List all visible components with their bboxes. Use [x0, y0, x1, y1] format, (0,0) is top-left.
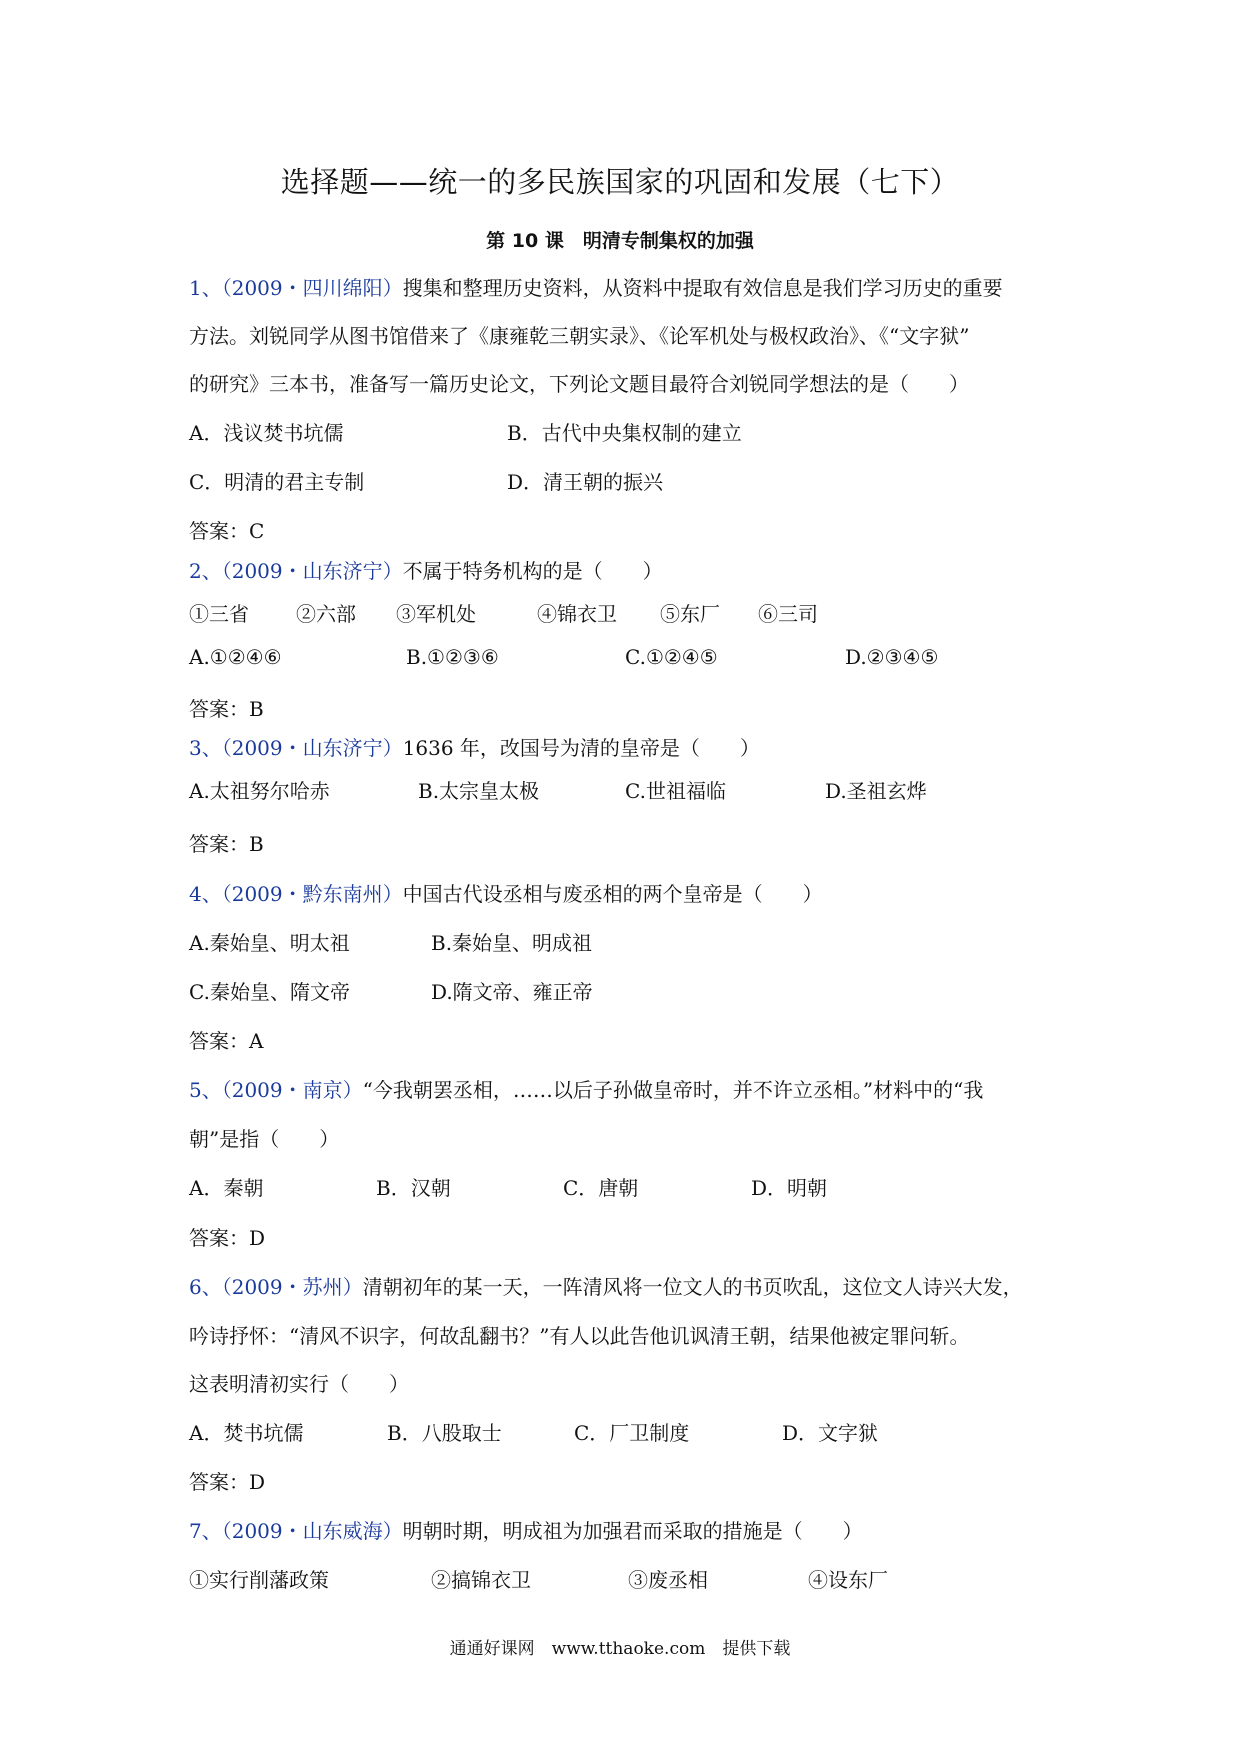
- page-title: 选择题——统一的多民族国家的巩固和发展（七下）: [280, 165, 960, 199]
- question-5-text: “今我朝罢丞相，……以后子孙做皇帝时，并不许立丞相。”材料中的“我: [362, 1078, 984, 1102]
- question-6-option-c: C．厂卫制度: [574, 1421, 690, 1445]
- question-2-option-c: C.①②④⑤: [625, 645, 718, 669]
- question-2-option-a: A.①②④⑥: [189, 645, 282, 669]
- question-1-option-c: C．明清的君主专制: [189, 470, 365, 494]
- question-6-option-b: B．八股取士: [387, 1421, 502, 1445]
- question-3-option-d: D.圣祖玄烨: [825, 779, 927, 803]
- question-7-line-1: [189, 1517, 863, 1545]
- question-2-source: （2009・山东济宁）: [221, 559, 403, 583]
- question-7-text: 明朝时期，明成祖为加强君而采取的措施是（ ）: [402, 1519, 863, 1543]
- question-1-line-2: 方法。刘锐同学从图书馆借来了《康雍乾三朝实录》、《论军机处与极权政治》、《“文字狱”: [189, 324, 970, 348]
- question-4-option-c: C.秦始皇、隋文帝: [189, 980, 350, 1004]
- question-2-option-b: B.①②③⑥: [406, 645, 499, 669]
- question-7-item-3: ③废丞相: [628, 1568, 708, 1592]
- question-2-item-2: ②六部: [296, 602, 356, 626]
- question-5-line-2: 朝”是指（ ）: [189, 1127, 340, 1151]
- question-7-number: 7、: [189, 1519, 222, 1543]
- lesson-subtitle: 第 10 课 明清专制集权的加强: [486, 230, 754, 252]
- question-7-source: （2009・山东威海）: [221, 1519, 403, 1543]
- question-5-option-a: A．秦朝: [189, 1176, 264, 1200]
- question-3-option-a: A.太祖努尔哈赤: [189, 779, 330, 803]
- question-4-option-d: D.隋文帝、雍正帝: [431, 980, 593, 1004]
- question-6-line-3: 这表明清初实行（ ）: [189, 1372, 409, 1396]
- question-1-option-b: B．古代中央集权制的建立: [507, 421, 742, 445]
- question-4-number: 4、: [189, 882, 222, 906]
- page-footer: 通通好课网 www.tthaoke.com 提供下载: [449, 1639, 791, 1659]
- question-5-source: （2009・南京）: [221, 1078, 363, 1102]
- question-1-line-1: [189, 274, 1003, 302]
- question-5-option-d: D．明朝: [751, 1176, 828, 1200]
- question-1-text: 搜集和整理历史资料，从资料中提取有效信息是我们学习历史的重要: [402, 276, 1003, 300]
- question-3-source: （2009・山东济宁）: [221, 736, 403, 760]
- question-7-item-4: ④设东厂: [808, 1568, 888, 1592]
- question-3-text: 1636 年，改国号为清的皇帝是（ ）: [402, 736, 760, 760]
- question-3-option-b: B.太宗皇太极: [418, 779, 540, 803]
- question-1-answer: 答案：C: [189, 519, 265, 543]
- question-3-line-1: [189, 734, 760, 762]
- question-7-item-2: ②搞锦衣卫: [431, 1568, 531, 1592]
- question-1-source: （2009・四川绵阳）: [221, 276, 403, 300]
- question-1-number: 1、: [189, 276, 222, 300]
- question-5-number: 5、: [189, 1078, 222, 1102]
- question-4-option-a: A.秦始皇、明太祖: [189, 931, 350, 955]
- question-2-item-1: ①三省: [189, 602, 249, 626]
- question-5-option-c: C．唐朝: [563, 1176, 639, 1200]
- question-1-line-3: 的研究》三本书，准备写一篇历史论文，下列论文题目最符合刘锐同学想法的是（ ）: [189, 372, 969, 396]
- question-2-text: 不属于特务机构的是（ ）: [402, 559, 663, 583]
- question-2-item-5: ⑤东厂: [660, 602, 720, 626]
- question-4-text: 中国古代设丞相与废丞相的两个皇帝是（ ）: [402, 882, 823, 906]
- question-3-answer: 答案：B: [189, 832, 264, 856]
- question-2-item-4: ④锦衣卫: [537, 602, 617, 626]
- question-3-number: 3、: [189, 736, 222, 760]
- question-4-answer: 答案：A: [189, 1029, 264, 1053]
- question-6-text: 清朝初年的某一天，一阵清风将一位文人的书页吹乱，这位文人诗兴大发，: [362, 1275, 1023, 1299]
- question-4-option-b: B.秦始皇、明成祖: [431, 931, 593, 955]
- question-6-option-d: D．文字狱: [782, 1421, 879, 1445]
- question-2-item-6: ⑥三司: [758, 602, 818, 626]
- question-6-answer: 答案：D: [189, 1470, 266, 1494]
- question-2-item-3: ③军机处: [396, 602, 476, 626]
- question-2-answer: 答案：B: [189, 697, 264, 721]
- question-6-number: 6、: [189, 1275, 222, 1299]
- question-6-line-1: [189, 1273, 1023, 1301]
- question-6-source: （2009・苏州）: [221, 1275, 363, 1299]
- question-6-line-2: 吟诗抒怀：“清风不识字，何故乱翻书？”有人以此告他讥讽清王朝，结果他被定罪问斩。: [189, 1324, 970, 1348]
- question-6-option-a: A．焚书坑儒: [189, 1421, 304, 1445]
- question-5-line-1: [189, 1076, 983, 1104]
- question-7-item-1: ①实行削藩政策: [189, 1568, 329, 1592]
- question-2-line-1: [189, 557, 663, 585]
- question-4-line-1: [189, 880, 823, 908]
- question-5-option-b: B．汉朝: [376, 1176, 451, 1200]
- question-3-option-c: C.世祖福临: [625, 779, 726, 803]
- question-5-answer: 答案：D: [189, 1226, 266, 1250]
- question-1-option-a: A．浅议焚书坑儒: [189, 421, 344, 445]
- question-1-option-d: D．清王朝的振兴: [507, 470, 664, 494]
- question-2-option-d: D.②③④⑤: [845, 645, 939, 669]
- question-2-number: 2、: [189, 559, 222, 583]
- question-4-source: （2009・黔东南州）: [221, 882, 403, 906]
